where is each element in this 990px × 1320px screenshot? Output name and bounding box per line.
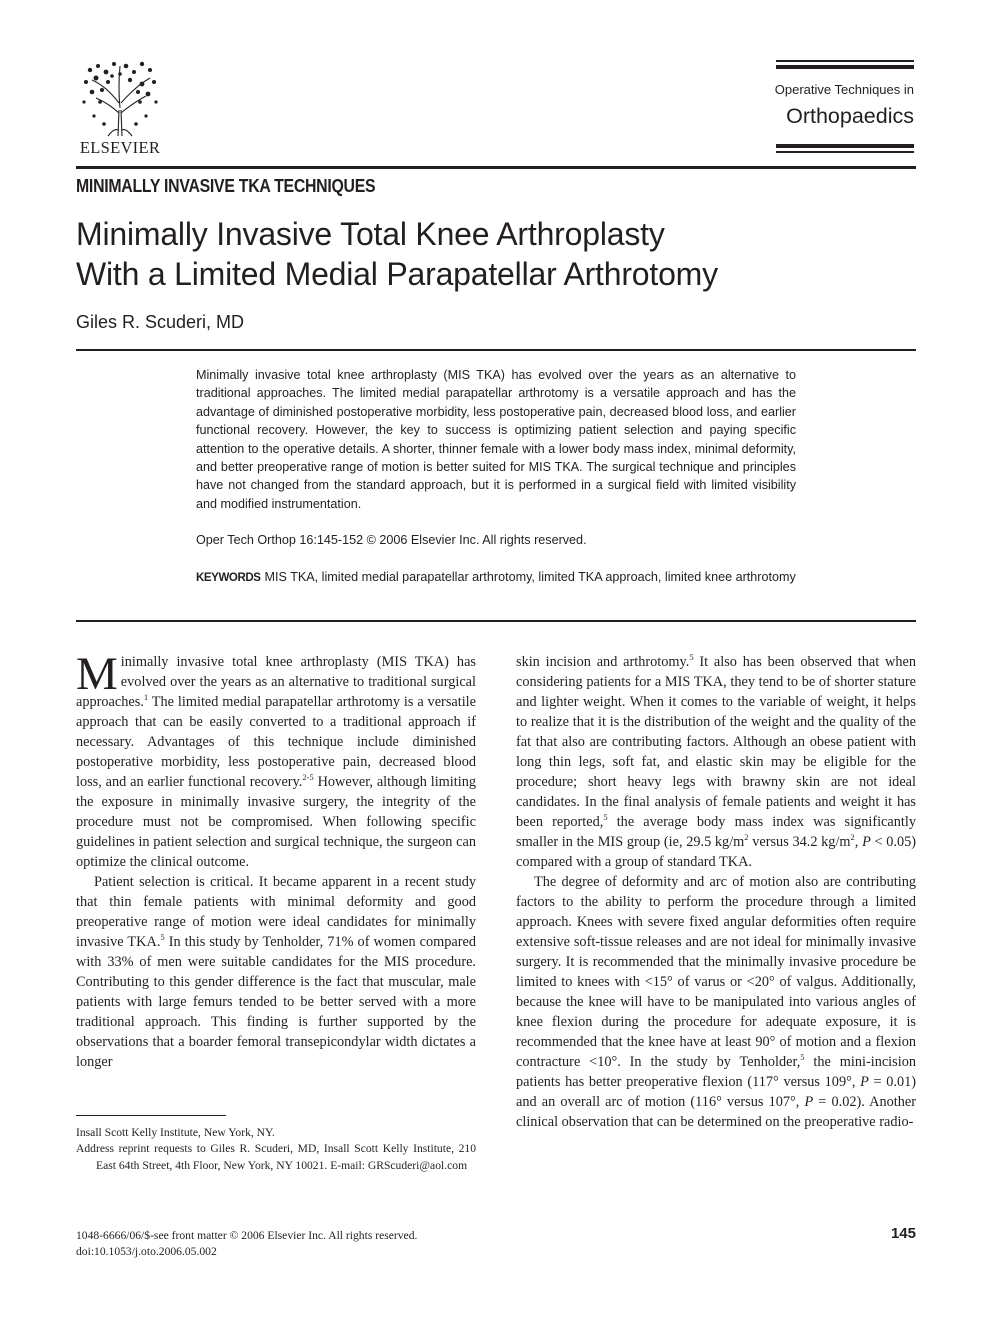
author-name: Giles R. Scuderi, MD [76,312,245,332]
abstract-rule [76,349,916,351]
italic-p: P [860,1074,869,1090]
page-number: 145 [890,1225,916,1242]
text-run: In this study by Tenholder, 71% of women compared with 33% of men were suitable candidates for the MIS procedure. Contributing to this gender difference is the fact that muscular, male patients with large femurs tended to be better served with a more traditional approach. This finding is further supported by the observations that a boarder femoral transepicondylar width dictates a longer [76,934,477,1070]
paragraph-patient-selection [76,872,476,1072]
reference-sup: 1 [143,692,149,703]
footnotes [76,1125,476,1174]
superscript: 2 [850,832,855,843]
paragraph-weight [516,652,916,872]
superscript: 2 [744,832,749,843]
text-run: the mini-incision patients has better preoperative flexion (117° versus 109°, [516,1054,916,1090]
keywords [196,568,796,587]
journal-rule-bottom-2 [776,151,914,153]
footnote-rule [76,1115,226,1116]
journal-rule-bottom [776,144,914,148]
text-run: = 0.01) and an overall arc of motion (116° versus 107°, [516,1074,917,1110]
reference-sup: 5 [603,812,608,823]
text-run: inimally invasive total knee arthroplasty (MIS TKA) has evolved over the years as an alternative to traditional surgical approaches. [76,654,476,710]
publisher-wordmark: ELSEVIER [79,138,161,157]
text-run: < 0.05) compared with a group of standard TKA. [516,834,917,870]
footnote-affiliation: Insall Scott Kelly Institute, New York, NY. [76,1126,275,1139]
body-right-column [516,652,916,1132]
journal-rule-top-2 [776,65,914,69]
footnote-address: Address reprint requests to Giles R. Scuderi, MD, Insall Scott Kelly Institute, 210 East 64th Street, 4th Floor, New York, NY 10021. E-mail: GRScuderi@aol.com [76,1142,476,1172]
text-run: Patient selection is critical. It became apparent in a recent study that thin female patients with minimal deformity and good preoperative range of motion were ideal candidates for minimally invasive TKA. [76,874,476,950]
text-run: However, although limiting the exposure in minimally invasive surgery, the integrity of the procedure must not be compromised. When following specific guidelines in patient selection and surgical technique, the surgeon can optimize the clinical outcome. [76,774,477,870]
header-rule [76,166,916,169]
abstract: Minimally invasive total knee arthroplasty (MIS TKA) has evolved over the years as an alternative to traditional approaches. The limited medial parapatellar arthrotomy is a versatile approach and has the advantage of diminished postoperative morbidity, less postoperative pain, decreased blood loss, and earlier functional recovery. However, the key to success is optimizing patient selection and paying specific attention to the operative details. A shorter, thinner female with a lower body mass index, minimal deformity, and better preoperative range of motion is better suited for MIS TKA. The surgical technique and principles have not changed from the standard approach, but it is performed in a surgical field with limited visibility and modified instrumentation. [196,368,796,511]
elsevier-tree-logo [78,58,162,138]
text-run: versus 34.2 kg/m [748,834,851,850]
body-left-column [76,648,477,1072]
text-run: the average body mass index was significantly smaller in the MIS group (ie, 29.5 kg/m [516,814,916,850]
text-run: = 0.02). Another clinical observation that can be determined on the preoperative radio- [516,1094,917,1130]
text-run: skin incision and arthrotomy. [516,654,690,670]
reference-sup: 5 [689,652,694,663]
footer-left [76,1228,496,1261]
drop-cap: M [76,648,118,700]
journal-rule-top [776,60,914,62]
text-run: It also has been observed that when considering patients for a MIS TKA, they tend to be of shorter stature and lighter weight. When it comes to the variable of weight, it helps to realize that it is the distribution of the weight and the quality of the fat that also are contributing factors. Although an obese patient with long thin legs, soft fat, and elastic skin may be eligible for the procedure; short heavy legs with brawny skin are not ideal candidates. In the final analysis of female patients and weight it has been reported, [516,654,916,830]
article-title-line-1: Minimally Invasive Total Knee Arthroplasty [76,216,665,252]
text-run: , [854,834,863,850]
text-run: The degree of deformity and arc of motion also are contributing factors to the ability to perform the procedure through a limited approach. Knees with severe fixed angular deformities often require extensive soft-tissue releases and are not ideal for minimally invasive surgery. It is recommended that the minimally invasive procedure be limited to knees with <15° of varus or <20° of valgus. Additionally, because the knee will have to be manipulated into various angles of knee flexion during the procedure for adequate exposure, it is recommended that the knee have at least 90° of motion and a flexion contracture <10°. In the study by Tenholder, [516,874,916,1070]
keywords-text: MIS TKA, limited medial parapatellar arthrotomy, limited TKA approach, limited knee arthrotomy [264,570,796,584]
section-label: MINIMALLY INVASIVE TKA TECHNIQUES [76,176,376,196]
paragraph-intro [76,648,477,872]
body-rule [76,620,916,622]
text-run: The limited medial parapatellar arthrotomy is a versatile approach that can be easily converted to a traditional approach if necessary. Advantages of this technique include diminished postoperative morbidity, less postoperative pain, decreased blood loss, and an earlier functional recovery. [76,694,476,790]
reference-sup: 5 [800,1052,805,1063]
footer-doi: doi:10.1053/j.oto.2006.05.002 [76,1245,217,1259]
reference-sup: 2-5 [302,772,314,783]
citation: Oper Tech Orthop 16:145-152 © 2006 Elsevier Inc. All rights reserved. [196,533,587,547]
italic-p: P [862,834,871,850]
journal-prefix: Operative Techniques in [774,82,914,97]
paragraph-deformity [516,872,916,1132]
article-title [76,214,876,294]
keywords-label: KEYWORDS [196,572,261,584]
italic-p: P [804,1094,814,1110]
article-title-line-2: With a Limited Medial Parapatellar Arthrotomy [76,256,718,292]
journal-name: Orthopaedics [786,104,914,128]
reference-sup: 5 [160,932,165,943]
footer-issn: 1048-6666/06/$-see front matter © 2006 Elsevier Inc. All rights reserved. [76,1229,418,1242]
